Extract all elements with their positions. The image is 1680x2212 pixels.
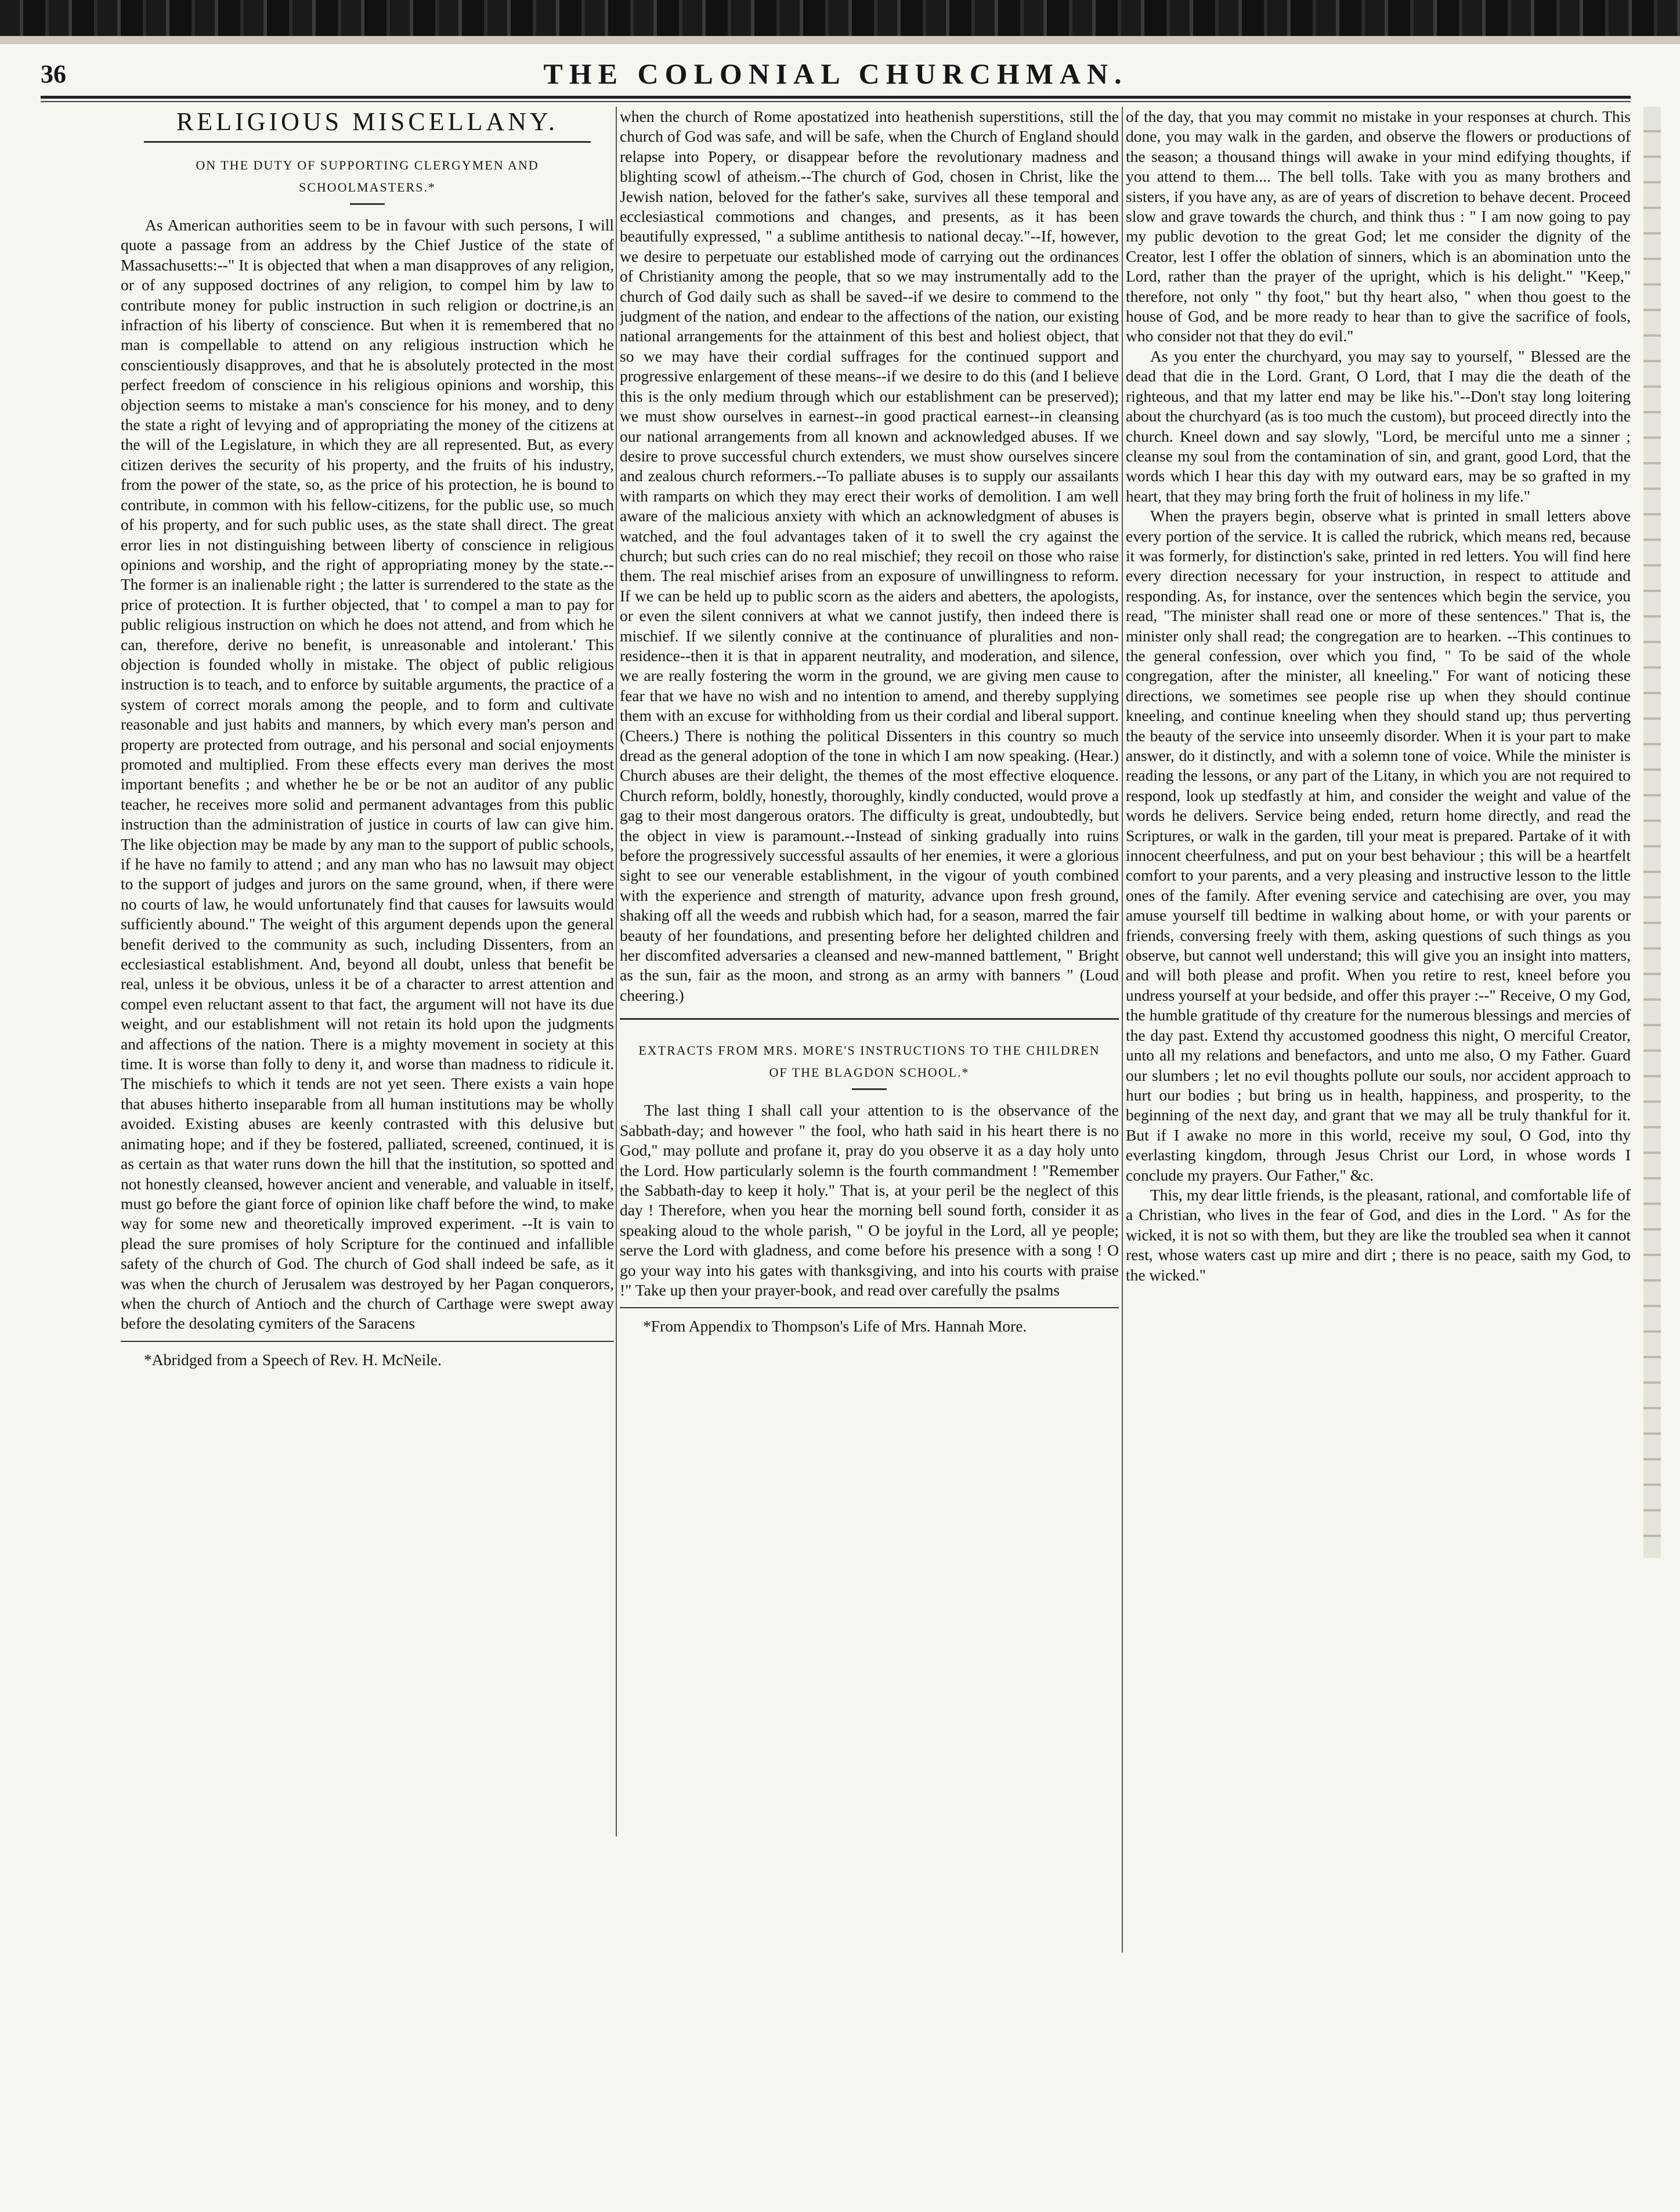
column-divider bbox=[1122, 107, 1123, 1953]
section-title: RELIGIOUS MISCELLANY. bbox=[176, 107, 559, 136]
article-paragraph: This, my dear little friends, is the pleasant, rational, and comfortable life of a Christian, who lives in the fear of God, and dies in the Lord. " As for the wicked, it is not so with them, but they are like the troubled sea when it cannot rest, whose waters cast up mire and dirt ; there is no peace, saith my God, to the wicked." bbox=[1126, 1185, 1631, 1284]
page-number: 36 bbox=[41, 60, 66, 88]
article-heading: ON THE DUTY OF SUPPORTING CLERGYMEN AND SCHOOLMASTERS.* bbox=[196, 158, 539, 194]
section-title-rule bbox=[144, 141, 591, 143]
column-divider bbox=[616, 107, 617, 1836]
footnote-rule bbox=[121, 1341, 614, 1342]
scan-top-border bbox=[0, 0, 1680, 36]
article-heading: EXTRACTS FROM MRS. MORE'S INSTRUCTIONS TO THE CHILDREN OF THE BLAGDON SCHOOL.* bbox=[638, 1043, 1100, 1080]
heading-dash bbox=[350, 203, 385, 205]
article-paragraph: As American authorities seem to be in favour with such persons, I will quote a passage from an address by the Chief Justice of the state of Massachusetts:--" It is objected that when a man disapproves of any religion, or of any supposed doctrines of any religion, to compel him by law to contribute money for public instruction in such religion or doctrine,is an infraction of his liberty of conscience. But when it is remembered that no man is compellable to attend on any religious instruction which he conscientiously disapproves, and that he is absolutely protected in the most perfect freedom of conscience in his religious opinions and worship, this objection seems to mistake a man's conscience for his money, and to deny the state a right of levying and of appropriating the money of the citizens at the will of the Legislature, in which they are all represented. But, as every citizen derives the security of his property, and the fruits of his industry, from the power of the state, so, as the price of his protection, he is bound to contribute, in common with his fellow-citizens, for the public use, so much of his property, and for such public uses, as the state shall direct. The great error lies in not distinguishing between liberty of conscience in religious opinions and worship, and the right of appropriating money by the state.--The former is an inalienable right ; the latter is surrendered to the state as the price of protection. It is further objected, that ' to compel a man to pay for public religious instruction on which he does not attend, and from which he can, therefore, derive no benefit, is unreasonable and intolerant.' This objection is founded wholly in mistake. The object of public religious instruction is to teach, and to enforce by suitable arguments, the practice of a system of correct morals among the people, and to form and cultivate reasonable and just habits and manners, by which every man's person and property are protected from outrage, and his personal and social enjoyments promoted and multiplied. From these effects every man derives the most important benefits ; and whether he be or be not an auditor of any public teacher, he receives more solid and permanent advantages from this public instruction than the administration of justice in courts of law can give him. The like objection may be made by any man to the support of public schools, if he have no family to attend ; and any man who has no lawsuit may object to the support of judges and jurors on the same ground, when, if there were no courts of law, he would unfortunately find that causes for lawsuits would sufficiently abound." The weight of this argument depends upon the general benefit derived to the community as such, including Dissenters, from an ecclesiastical establishment. And, beyond all doubt, unless that benefit be real, unless it be obvious, unless it be of a character to arrest attention and compel even reluctant assent to that fact, the argument will not have its due weight, and our establishment will not retain its hold upon the judgments and affections of the nation. There is a mighty movement in society at this time. It is worse than folly to deny it, and worse than madness to ridicule it. The mischiefs to which it tends are not yet seen. There exists a vain hope that abuses hitherto inseparable from all human institutions may be wholly avoided. Existing abuses are keenly contrasted with this delusive but animating hope; and if they be fostered, palliated, screened, continued, it is as certain as that water runs down the hill that the institution, so spotted and not honestly cleansed, however ancient and venerable, and valuable in itself, must go before the giant force of opinion like chaff before the wind, to make way for some new and theoretically improved experiment. --It is vain to plead the sure promises of holy Scripture for the continued and infallible safety of the church of God. The church of God shall indeed be safe, as it was when the church of Jerusalem was destroyed by her Pagan conquerors, when the church of Antioch and the church of Carthage were swept away before the desolating cymiters of the Saracens bbox=[121, 216, 614, 1333]
article-paragraph: When the prayers begin, observe what is printed in small letters above every portion of the service. It is called the rubrick, which means red, because it was formerly, for distinction's sake, printed in red letters. You will find here every direction necessary for your instruction, in respect to attitude and responding. As, for instance, over the sentences which begin the service, you read, "The minister shall read one or more of these sentences." That is, the minister only shall read; the congregation are to hearken. --This continues to the general confession, over which you find, " To be said of the whole congregation, after the minister, all kneeling." For want of noticing these directions, we sometimes see people rise up when they should continue kneeling, and continue kneeling when they should stand up; thus perverting the beauty of the service into unseemly disorder. When it is your part to make answer, do it distinctly, and with a solemn tone of voice. While the minister is reading the lessons, or any part of the Litany, in which you are not required to respond, look up stedfastly at him, and consider the weight and value of the words he delivers. Service being ended, return home directly, and read the Scriptures, or walk in the garden, till your meat is prepared. Partake of it with innocent cheerfulness, and put on your best behaviour ; this will be a heartfelt comfort to your parents, and a very pleasing and instructive lesson to the little ones of the family. After evening service and catechising are over, you may amuse yourself till bedtime in walking about home, or with your parents or friends, conversing freely with them, asking questions of such things as you observe, but cannot well understand; this will give you an insight into matters, and will both please and profit. When you retire to rest, kneel before you undress yourself at your bedside, and offer this prayer :--" Receive, O my God, the humble gratitude of thy creature for the numerous blessings and mercies of the day past. Extend thy accustomed goodness this night, O merciful Creator, unto all my relations and benefactors, and unto me also, O my Father. Guard our slumbers ; let no evil thoughts pollute our souls, nor accident approach to hurt our bodies ; but bring us in health, happiness, and prosperity, to the beginning of the next day, and grant that we may all be truly thankful for it. But if I awake no more in this world, receive my soul, O God, into thy everlasting kingdom, through Jesus Christ our Lord, in whose words I conclude my prayers. Our Father," &c. bbox=[1126, 507, 1631, 1184]
footnote-rule bbox=[620, 1307, 1119, 1308]
article-separator bbox=[620, 1018, 1119, 1020]
column-3 bbox=[1126, 107, 1631, 2138]
column-1 bbox=[121, 107, 614, 2138]
article-paragraph: of the day, that you may commit no mistake in your responses at church. This done, you may walk in the garden, and observe the flowers or productions of the season; a thousand things will awake in your mind edifying thoughts, if you attend to them.... The bell tolls. Take with you as many brothers and sisters, if you have any, as are of years of discretion to behave decent. Proceed slow and grave towards the church, and think thus : " I am now going to pay my public devotion to the great God; let me consider the dignity of the Creator, lest I offer the oblation of sinners, which is an abomination unto the Lord, rather than the prayer of the upright, which is his delight." "Keep," therefore, not only " thy foot," but thy heart also, " when thou goest to the house of God, and be more ready to hear than to give the sacrifice of fools, who consider not that they do evil." bbox=[1126, 107, 1631, 345]
footnote: *From Appendix to Thompson's Life of Mrs. Hannah More. bbox=[643, 1317, 1027, 1336]
heading-dash bbox=[852, 1088, 887, 1090]
scan-binding-edge bbox=[1643, 107, 1661, 1558]
header-rule-thin bbox=[41, 101, 1631, 102]
article-paragraph: when the church of Rome apostatized into heathenish superstitions, still the church of God was safe, and will be safe, when the Church of England should relapse into Popery, or disappear before the revolutionary madness and blighting scowl of atheism.--The church of God, chosen in Christ, like the Jewish nation, beloved for the father's sake, survives all these temporal and ecclesiastical commotions and changes, and presents, as it has been beautifully expressed, " a sublime antithesis to national decay."--If, however, we desire to perpetuate our established mode of carrying out the ordinances of Christianity among the people, that so we may instrumentally add to the church of God daily such as shall be saved--if we desire to commend to the judgment of the nation, and endear to the affections of the nation, our existing national arrangements for the attainment of this best and holiest object, that so we may have their cordial suffrages for the continued support and progressive enlargement of these means--if we desire to do this (and I believe this is the only medium through which our establishment can be preserved); we must show ourselves in earnest--in good practical earnest--in cleansing our national arrangements from all known and acknowledged abuses. If we desire to prove successful church extenders, we must show ourselves sincere and zealous church reformers.--To palliate abuses is to supply our assailants with ramparts on which they may erect their works of demolition. I am well aware of the malicious anxiety with which an acknowledgment of abuses is watched, and the foul advantages taken of it to swell the cry against the church; but such cries can do no real mischief; they recoil on those who raise them. The real mischief arises from an exposure of unwillingness to reform. If we can be held up to public scorn as the aiders and abetters, the apologists, or even the silent connivers at what we cannot justify, then indeed there is mischief. If we silently connive at the continuance of pluralities and non-residence--then it is that in apparent neutrality, and moderation, and silence, we are really fostering the worm in the ground, we are giving men cause to fear that we have no wish and no intention to amend, and thereby supplying them with an excuse for withholding from us their cordial and liberal support. (Cheers.) There is nothing the political Dissenters in this country so much dread as the general adoption of the tone in which I am now speaking. (Hear.) Church abuses are their delight, the themes of the most effective eloquence. Church reform, boldly, honestly, thoroughly, kindly conducted, would prove a gag to their most dangerous orators. The difficulty is great, undoubtedly, but the object in view is paramount.--Instead of sinking gradually into ruins before the progressively successful assaults of her enemies, it were a glorious sight to see our venerable establishment, in the vigour of youth combined with the experience and strength of maturity, advance upon fresh ground, shaking off all the weeds and rubbish which had, for a season, marred the fair beauty of her foundations, and presenting before her delighted children and her discomfited adversaries a cleansed and new-manned battlement, " Bright as the sun, fair as the moon, and strong as an army with banners " (Loud cheering.) bbox=[620, 107, 1119, 1004]
page-header bbox=[41, 57, 1631, 92]
footnote: *Abridged from a Speech of Rev. H. McNeile. bbox=[144, 1350, 442, 1369]
column-2 bbox=[620, 107, 1119, 2138]
scan-top-edge bbox=[0, 36, 1680, 44]
header-rule bbox=[41, 96, 1631, 99]
article-paragraph: The last thing I shall call your attention to is the observance of the Sabbath-day; and however " the fool, who hath said in his heart there is no God," may pollute and profane it, pray do you observe it as a day holy unto the Lord. How particularly solemn is the fourth commandment ! "Remember the Sabbath-day to keep it holy." That is, at your peril be the neglect of this day ! Therefore, when you hear the morning bell sound forth, consider it as speaking aloud to the whole parish, " O be joyful in the Lord, all ye people; serve the Lord with gladness, and come before his presence with a song ! O go your way into his gates with thanksgiving, and into his courts with praise !" Take up then your prayer-book, and read over carefully the psalms bbox=[620, 1101, 1119, 1299]
journal-title: THE COLONIAL CHURCHMAN. bbox=[543, 57, 1128, 90]
article-paragraph: As you enter the churchyard, you may say to yourself, " Blessed are the dead that die in the Lord. Grant, O Lord, that I may die the death of the righteous, and that my latter end may be like his."--Don't stay long loitering about the churchyard (as is too much the custom), but proceed directly into the church. Kneel down and say slowly, "Lord, be merciful unto me a sinner ; cleanse my soul from the contamination of sin, and grant, good Lord, that the words which I hear this day with my outward ears, may be so grafted in my heart, that they may bring forth the fruit of holiness in my life." bbox=[1126, 347, 1631, 505]
